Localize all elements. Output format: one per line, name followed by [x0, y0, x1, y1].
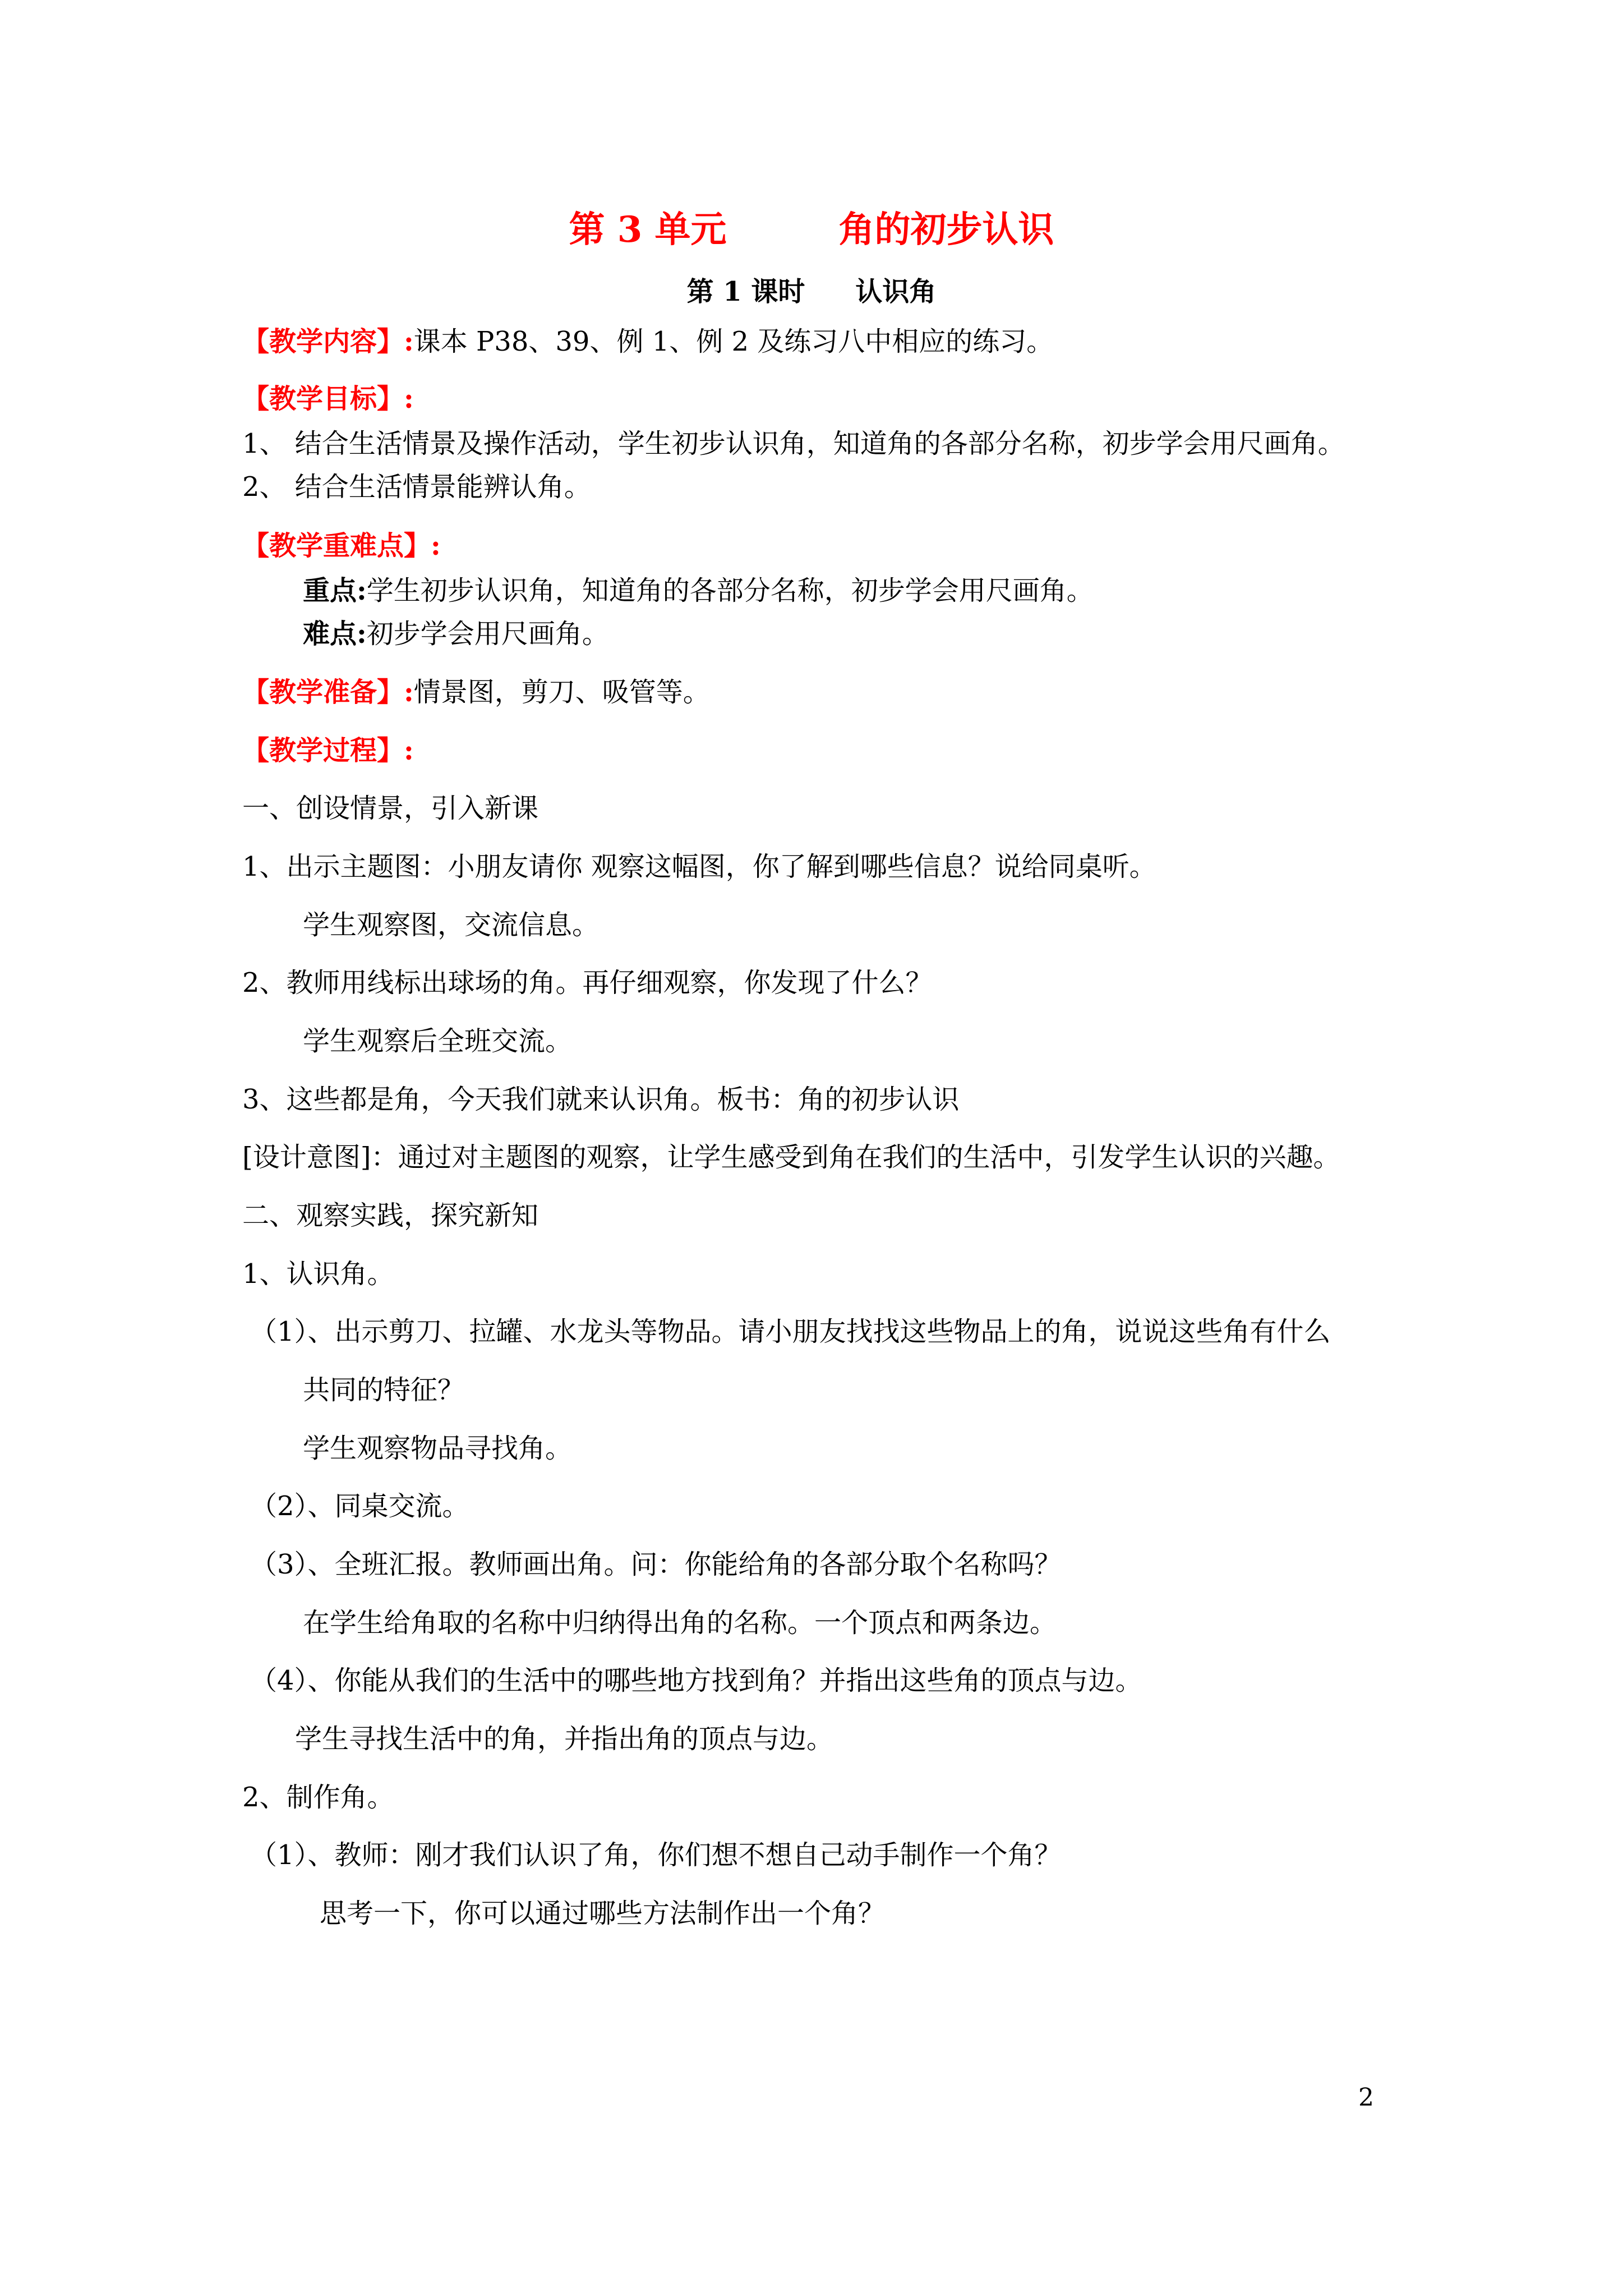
- process-line: [设计意图]：通过对主题图的观察，让学生感受到角在我们的生活中，引发学生认识的兴趣。: [242, 1142, 1340, 1173]
- unit-title: [0, 206, 1623, 254]
- preparation-label: 【教学准备】:: [242, 677, 414, 708]
- process-line: 在学生给角取的名称中归纳得出角的名称。一个顶点和两条边。: [303, 1607, 1057, 1639]
- process-line: 2、制作角。: [242, 1782, 394, 1813]
- key-point: [303, 573, 1094, 609]
- key-point-text: 学生初步认识角，知道角的各部分名称，初步学会用尺画角。: [366, 575, 1094, 606]
- difficult-point-label: 难点:: [303, 618, 367, 650]
- process-line: （3）、全班汇报。教师画出角。问：你能给角的各部分取个名称吗？: [250, 1549, 1062, 1580]
- process-line: 学生寻找生活中的角，并指出角的顶点与边。: [295, 1723, 834, 1755]
- process-line: 共同的特征？: [303, 1374, 465, 1406]
- process-line: 学生观察物品寻找角。: [303, 1433, 573, 1464]
- process-line: （1）、出示剪刀、拉罐、水龙头等物品。请小朋友找找这些物品上的角，说说这些角有什么: [250, 1316, 1331, 1347]
- difficult-point-text: 初步学会用尺画角。: [366, 618, 609, 650]
- process-line: 学生观察图，交流信息。: [303, 909, 600, 941]
- teaching-content-text: 课本 P38、39、例 1、例 2 及练习八中相应的练习。: [413, 326, 1054, 357]
- difficult-point: [303, 616, 609, 652]
- process-line: 思考一下，你可以通过哪些方法制作出一个角？: [320, 1898, 886, 1929]
- teaching-content: [242, 324, 1053, 360]
- process-line: 1、出示主题图：小朋友请你 观察这幅图，你了解到哪些信息？说给同桌听。: [242, 851, 1156, 882]
- process-line: 2、教师用线标出球场的角。再仔细观察，你发现了什么？: [242, 967, 933, 999]
- objective-item: 1、 结合生活情景及操作活动，学生初步认识角，知道角的各部分名称，初步学会用尺画角。: [242, 428, 1345, 459]
- unit-name: 角的初步认识: [838, 209, 1054, 251]
- key-points-label: 【教学重难点】:: [242, 530, 441, 562]
- preparation: [242, 674, 710, 710]
- process-line: （4）、你能从我们的生活中的哪些地方找到角？并指出这些角的顶点与边。: [250, 1665, 1142, 1696]
- objective-item: 2、 结合生活情景能辨认角。: [242, 471, 591, 503]
- process-line: （2）、同桌交流。: [250, 1490, 469, 1522]
- preparation-text: 情景图，剪刀、吸管等。: [413, 677, 710, 708]
- process-line: （1）、教师：刚才我们认识了角，你们想不想自己动手制作一个角？: [250, 1839, 1062, 1871]
- lesson-name: 认识角: [855, 276, 937, 307]
- objectives-label: 【教学目标】:: [242, 383, 414, 415]
- lesson-number: 第 1 课时: [686, 276, 805, 307]
- process-line: 学生观察后全班交流。: [303, 1025, 573, 1057]
- process-label: 【教学过程】:: [242, 735, 414, 766]
- lesson-title: [0, 274, 1623, 310]
- unit-number: 第 3 单元: [569, 209, 727, 251]
- process-line: 一、创设情景，引入新课: [242, 793, 539, 824]
- process-line: 1、认识角。: [242, 1258, 394, 1290]
- key-point-label: 重点:: [303, 575, 367, 606]
- teaching-content-label: 【教学内容】:: [242, 326, 414, 357]
- page-number: 2: [1358, 2083, 1374, 2112]
- process-line: 二、观察实践，探究新知: [242, 1200, 539, 1231]
- process-line: 3、这些都是角，今天我们就来认识角。板书：角的初步认识: [242, 1084, 960, 1115]
